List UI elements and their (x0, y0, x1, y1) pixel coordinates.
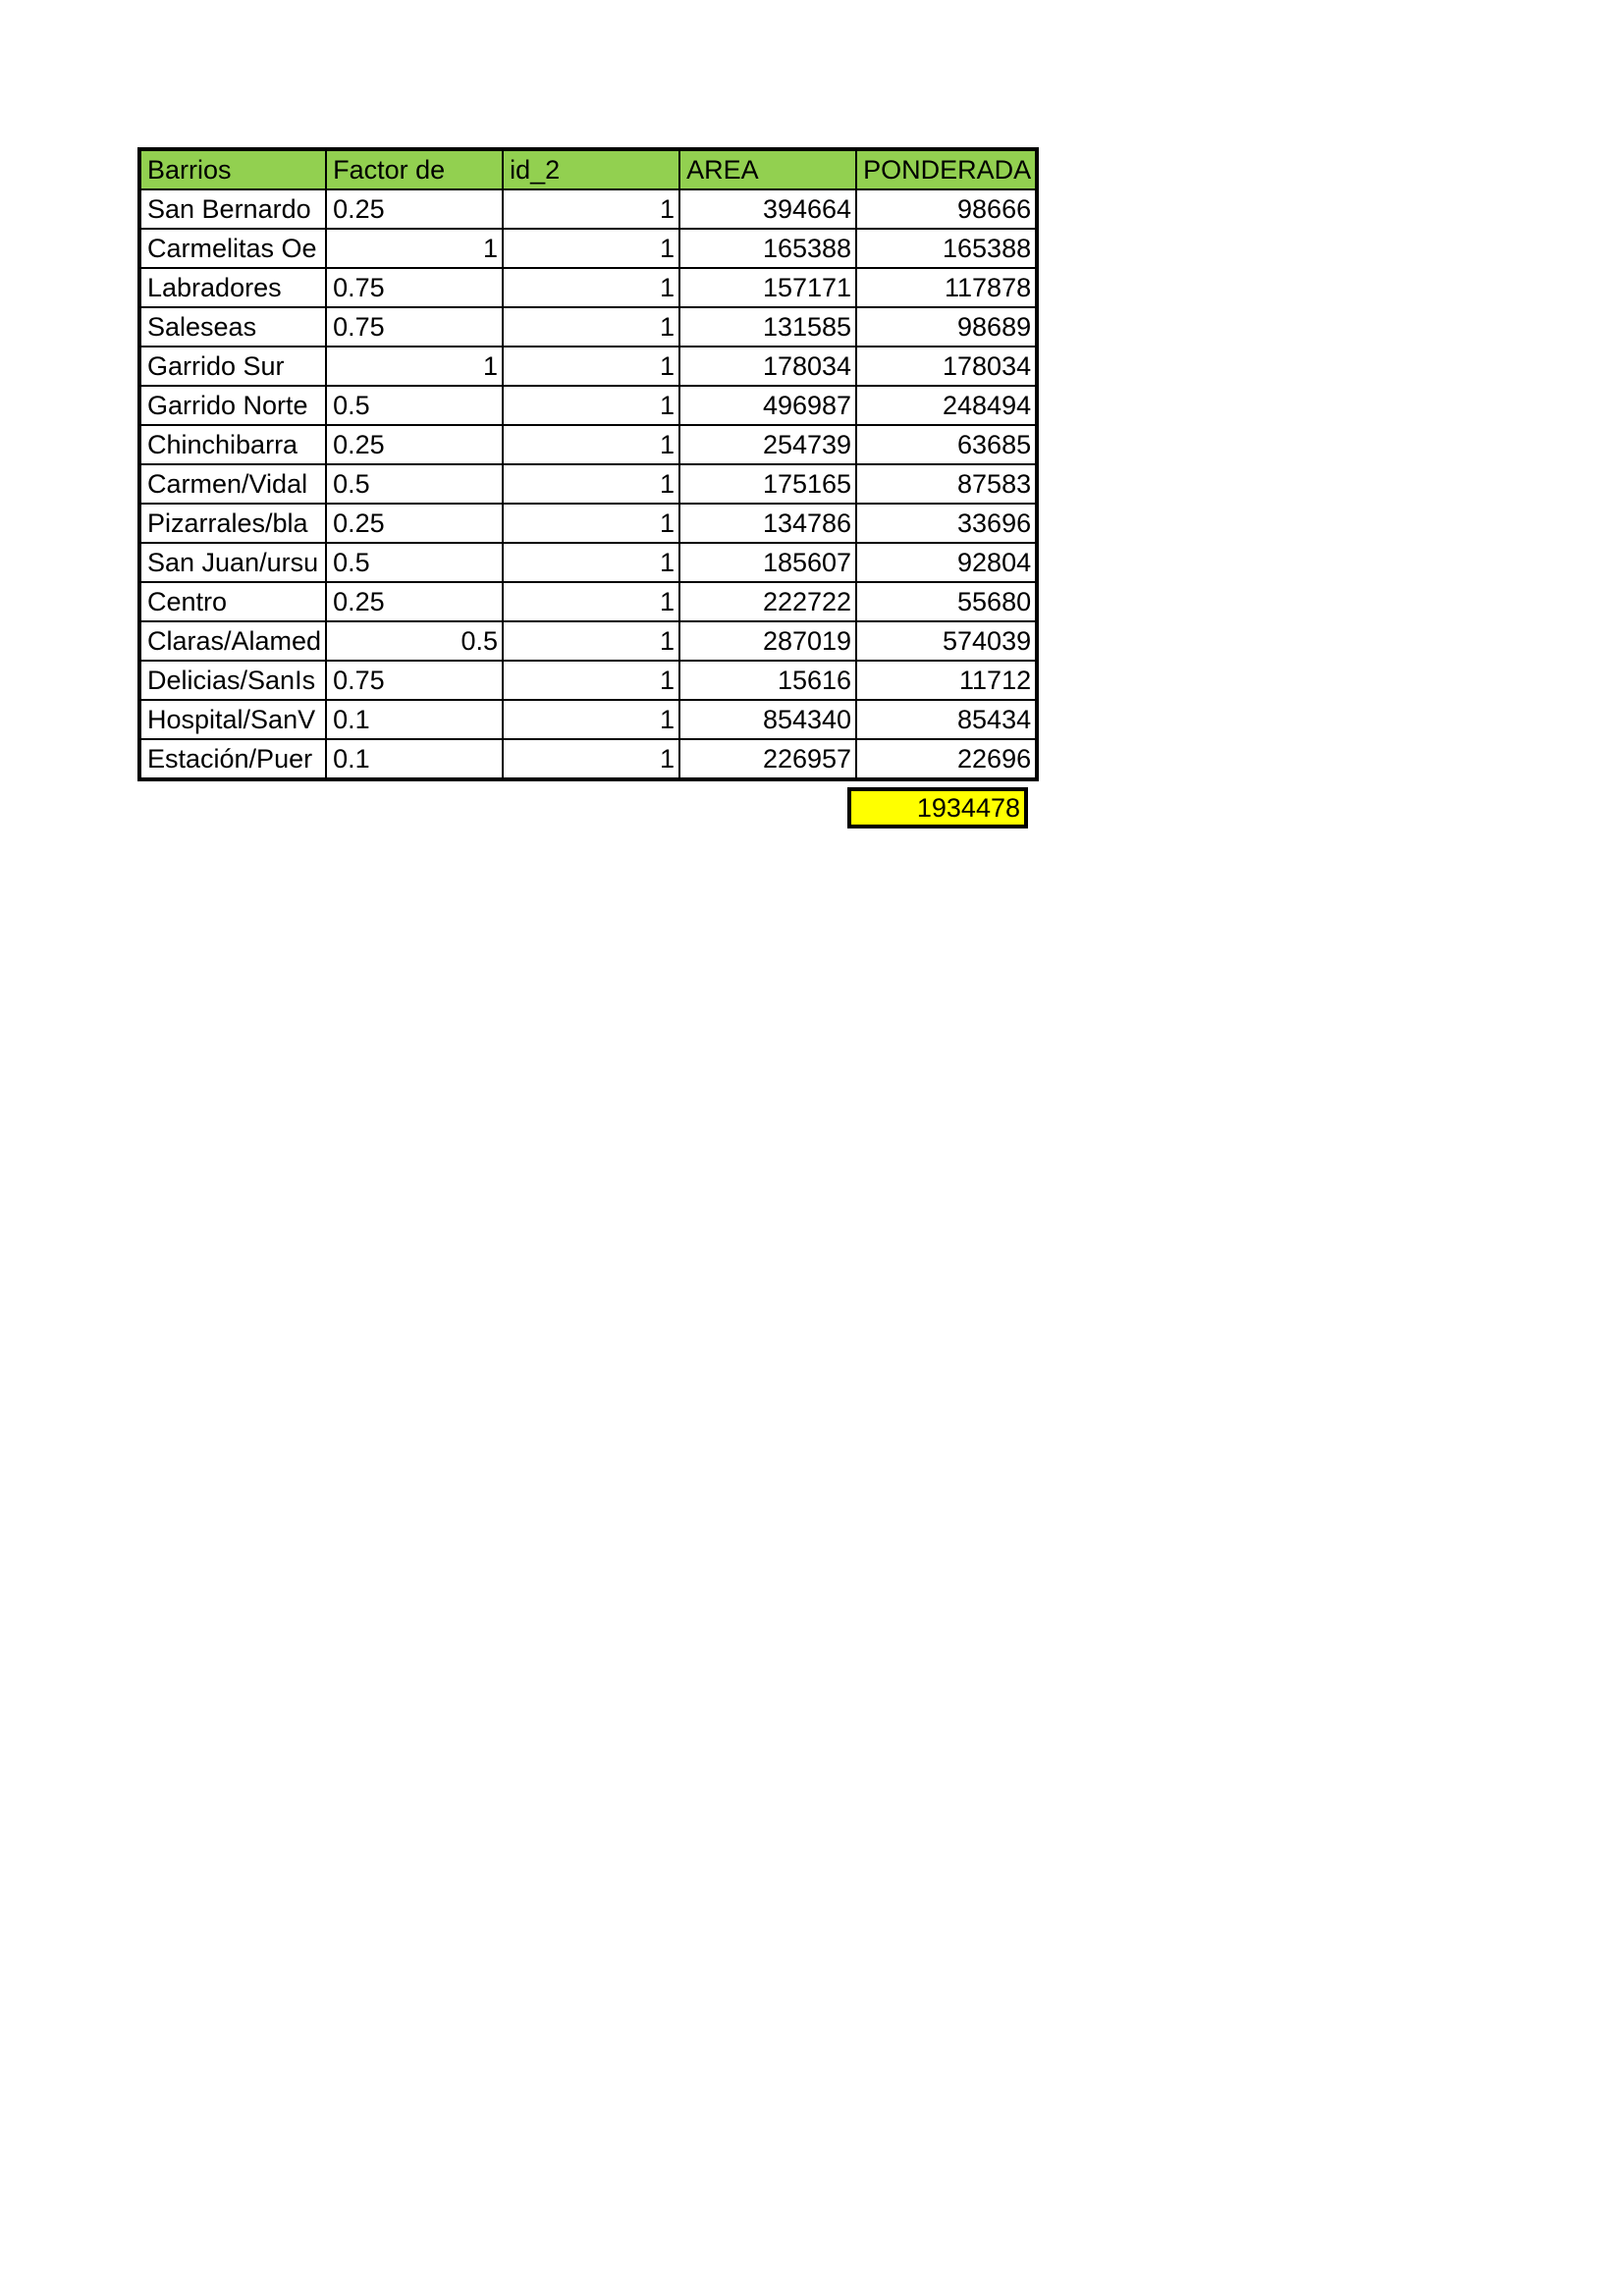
cell-factor[interactable]: 0.5 (326, 464, 503, 504)
table-row (139, 700, 1037, 739)
table-row (139, 582, 1037, 621)
cell-factor[interactable]: 0.5 (326, 386, 503, 425)
cell-area[interactable]: 185607 (679, 543, 856, 582)
cell-id[interactable]: 1 (503, 425, 679, 464)
cell-id[interactable]: 1 (503, 347, 679, 386)
cell-ponderada[interactable]: 98689 (856, 307, 1037, 347)
header-row (139, 149, 1037, 189)
cell-id[interactable]: 1 (503, 229, 679, 268)
cell-area[interactable]: 157171 (679, 268, 856, 307)
cell-barrio[interactable]: Estación/Puer (139, 739, 326, 779)
cell-barrio[interactable]: Claras/Alamed (139, 621, 326, 661)
table-row (139, 504, 1037, 543)
table-row (139, 347, 1037, 386)
cell-factor[interactable]: 0.25 (326, 504, 503, 543)
table-row (139, 661, 1037, 700)
table-row (139, 386, 1037, 425)
cell-area[interactable]: 854340 (679, 700, 856, 739)
cell-factor[interactable]: 0.75 (326, 268, 503, 307)
cell-barrio[interactable]: Labradores (139, 268, 326, 307)
table-row (139, 739, 1037, 779)
cell-factor[interactable]: 0.5 (326, 543, 503, 582)
cell-id[interactable]: 1 (503, 621, 679, 661)
cell-ponderada[interactable]: 574039 (856, 621, 1037, 661)
cell-factor[interactable]: 1 (326, 229, 503, 268)
cell-ponderada[interactable]: 11712 (856, 661, 1037, 700)
table-row (139, 189, 1037, 229)
cell-barrio[interactable]: Carmelitas Oe (139, 229, 326, 268)
cell-barrio[interactable]: Delicias/SanIs (139, 661, 326, 700)
cell-barrio[interactable]: Centro (139, 582, 326, 621)
cell-factor[interactable]: 0.1 (326, 739, 503, 779)
table-row (139, 229, 1037, 268)
cell-factor[interactable]: 1 (326, 347, 503, 386)
cell-barrio[interactable]: San Bernardo (139, 189, 326, 229)
cell-area[interactable]: 287019 (679, 621, 856, 661)
spreadsheet (137, 147, 1039, 823)
table-body (139, 189, 1037, 779)
data-table (137, 147, 1039, 781)
table-row (139, 268, 1037, 307)
cell-area[interactable]: 175165 (679, 464, 856, 504)
cell-id[interactable]: 1 (503, 739, 679, 779)
cell-ponderada[interactable]: 178034 (856, 347, 1037, 386)
cell-area[interactable]: 15616 (679, 661, 856, 700)
header-cell-ponderada[interactable]: PONDERADA (856, 149, 1037, 189)
cell-barrio[interactable]: Hospital/SanV (139, 700, 326, 739)
cell-area[interactable]: 222722 (679, 582, 856, 621)
cell-ponderada[interactable]: 63685 (856, 425, 1037, 464)
cell-id[interactable]: 1 (503, 307, 679, 347)
cell-barrio[interactable]: Garrido Norte (139, 386, 326, 425)
cell-area[interactable]: 226957 (679, 739, 856, 779)
cell-id[interactable]: 1 (503, 582, 679, 621)
cell-factor[interactable]: 0.25 (326, 425, 503, 464)
cell-factor[interactable]: 0.75 (326, 661, 503, 700)
cell-ponderada[interactable]: 98666 (856, 189, 1037, 229)
cell-barrio[interactable]: Garrido Sur (139, 347, 326, 386)
header-cell-barrios[interactable]: Barrios (139, 149, 326, 189)
cell-ponderada[interactable]: 248494 (856, 386, 1037, 425)
cell-barrio[interactable]: Pizarrales/bla (139, 504, 326, 543)
cell-ponderada[interactable]: 85434 (856, 700, 1037, 739)
cell-area[interactable]: 178034 (679, 347, 856, 386)
cell-area[interactable]: 254739 (679, 425, 856, 464)
cell-id[interactable]: 1 (503, 700, 679, 739)
cell-id[interactable]: 1 (503, 268, 679, 307)
cell-factor[interactable]: 0.25 (326, 189, 503, 229)
cell-ponderada[interactable]: 87583 (856, 464, 1037, 504)
cell-area[interactable]: 131585 (679, 307, 856, 347)
table-row (139, 307, 1037, 347)
cell-id[interactable]: 1 (503, 661, 679, 700)
cell-ponderada[interactable]: 55680 (856, 582, 1037, 621)
cell-factor[interactable]: 0.25 (326, 582, 503, 621)
cell-barrio[interactable]: San Juan/ursu (139, 543, 326, 582)
cell-id[interactable]: 1 (503, 504, 679, 543)
cell-id[interactable]: 1 (503, 386, 679, 425)
cell-factor[interactable]: 0.5 (326, 621, 503, 661)
cell-barrio[interactable]: Carmen/Vidal (139, 464, 326, 504)
cell-factor[interactable]: 0.1 (326, 700, 503, 739)
cell-id[interactable]: 1 (503, 189, 679, 229)
cell-area[interactable]: 394664 (679, 189, 856, 229)
total-cell[interactable]: 1934478 (847, 787, 1028, 828)
cell-id[interactable]: 1 (503, 464, 679, 504)
cell-barrio[interactable]: Chinchibarra (139, 425, 326, 464)
cell-ponderada[interactable]: 22696 (856, 739, 1037, 779)
table-row (139, 621, 1037, 661)
cell-barrio[interactable]: Saleseas (139, 307, 326, 347)
cell-ponderada[interactable]: 33696 (856, 504, 1037, 543)
cell-factor[interactable]: 0.75 (326, 307, 503, 347)
header-cell-id[interactable]: id_2 (503, 149, 679, 189)
cell-area[interactable]: 165388 (679, 229, 856, 268)
cell-ponderada[interactable]: 117878 (856, 268, 1037, 307)
cell-id[interactable]: 1 (503, 543, 679, 582)
cell-ponderada[interactable]: 92804 (856, 543, 1037, 582)
cell-area[interactable]: 134786 (679, 504, 856, 543)
table-row (139, 464, 1037, 504)
table-row (139, 425, 1037, 464)
header-cell-factor[interactable]: Factor de (326, 149, 503, 189)
table-row (139, 543, 1037, 582)
header-cell-area[interactable]: AREA (679, 149, 856, 189)
cell-ponderada[interactable]: 165388 (856, 229, 1037, 268)
cell-area[interactable]: 496987 (679, 386, 856, 425)
